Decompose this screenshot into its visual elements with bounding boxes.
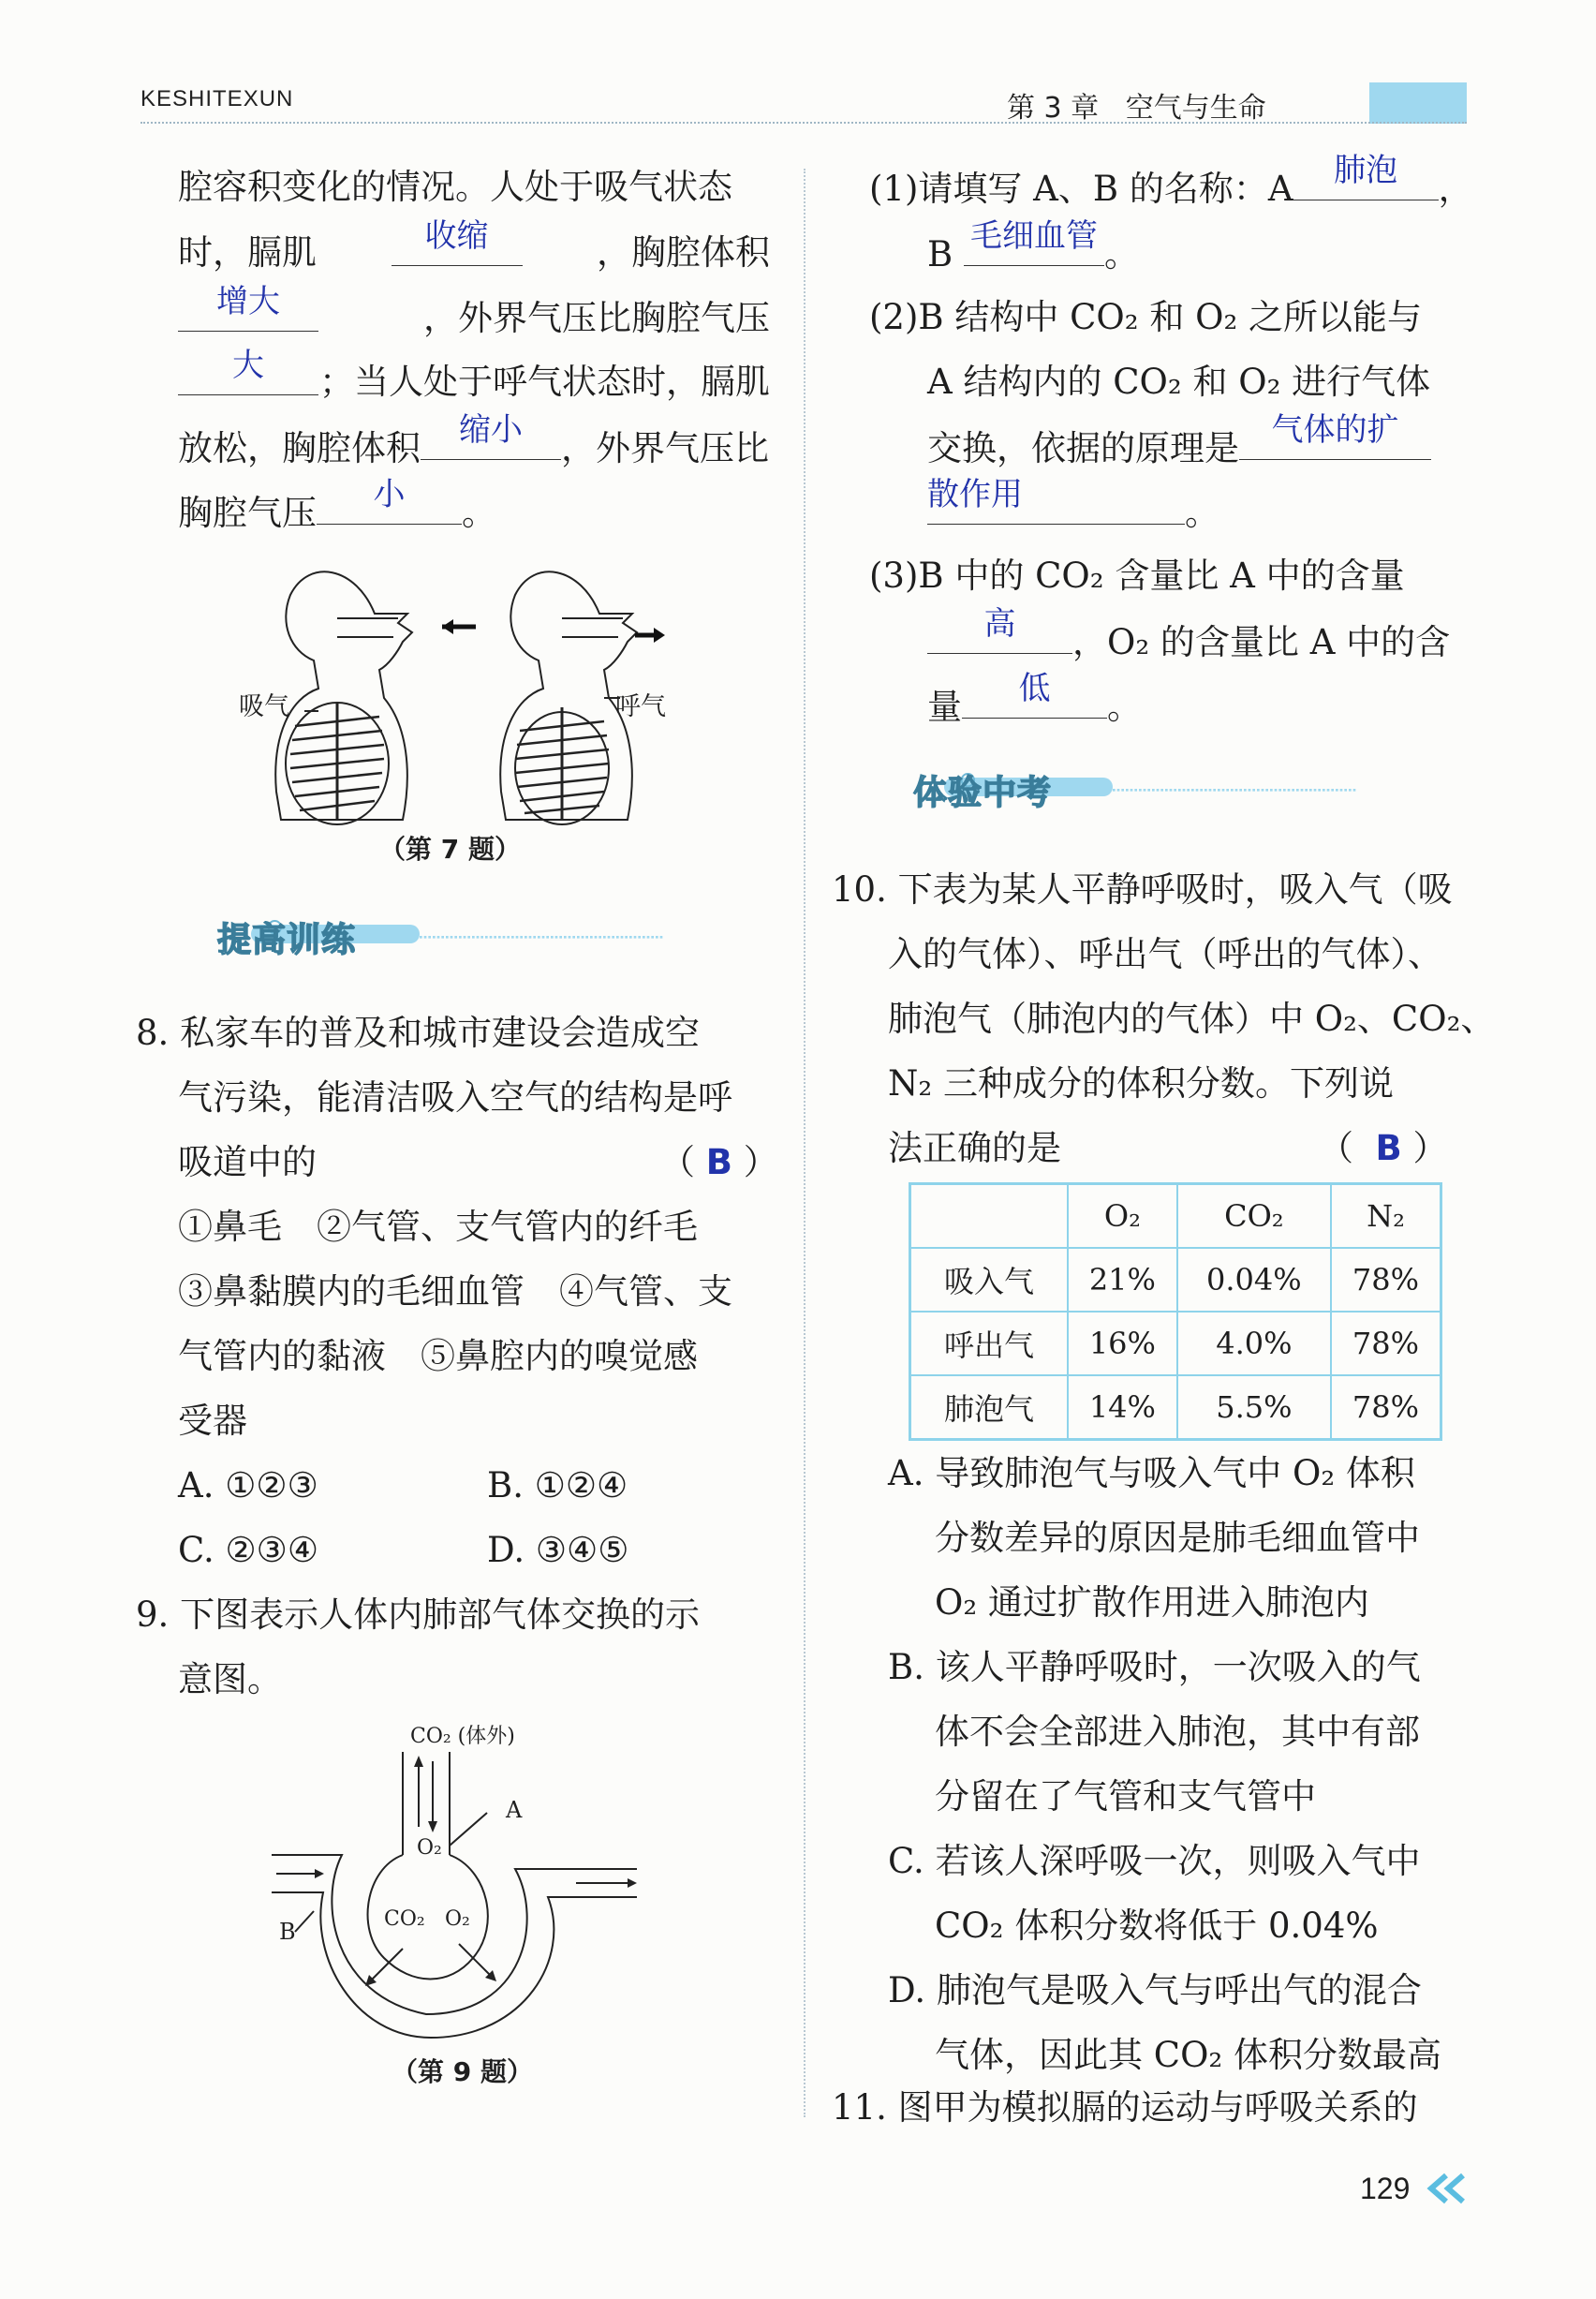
q9-text: ， bbox=[1438, 169, 1473, 209]
section-title-improve: 提高训练 bbox=[217, 921, 357, 959]
label-o2-tube: O₂ bbox=[417, 1836, 442, 1860]
table-row bbox=[910, 1248, 1441, 1312]
alveolus-diagram bbox=[262, 1714, 656, 2052]
q9-sub2-line-3 bbox=[927, 411, 1431, 472]
q7-text: ，外界气压比 bbox=[561, 428, 769, 468]
answer-text: 肺泡 bbox=[1334, 152, 1398, 189]
answer-text: 收缩 bbox=[424, 217, 489, 255]
double-chevron-left-icon bbox=[1426, 2172, 1469, 2205]
label-b: B bbox=[279, 1919, 296, 1945]
answer-blank bbox=[964, 217, 1104, 266]
q8-line-5: ③鼻黏膜内的毛细血管 ④气管、支 bbox=[178, 1271, 732, 1312]
header-divider bbox=[140, 122, 1467, 124]
gas-composition-table bbox=[909, 1182, 1442, 1441]
q9-line-1: 9. 下图表示人体内肺部气体交换的示 bbox=[136, 1594, 701, 1635]
q10-line-3: 肺泡气（肺泡内的气体）中 O₂、CO₂、 bbox=[888, 999, 1496, 1039]
answer-blank bbox=[927, 605, 1072, 654]
figure-9-caption: （第 9 题） bbox=[392, 2056, 533, 2087]
q10-line-2: 入的气体）、呼出气（呼出的气体）、 bbox=[888, 934, 1442, 974]
chapter-title: 空气与生命 bbox=[1125, 92, 1266, 125]
q7-text: 时，膈肌 bbox=[178, 232, 317, 273]
table-cell: 78% bbox=[1331, 1248, 1441, 1312]
q8-line-2: 气污染，能清洁吸入空气的结构是呼 bbox=[178, 1077, 732, 1118]
label-a: A bbox=[506, 1797, 523, 1823]
q7-text: ，外界气压比胸腔气压 bbox=[423, 298, 770, 338]
q8-line-3 bbox=[178, 1139, 778, 1186]
q9-text: 。 bbox=[1107, 687, 1142, 727]
answer-text: 气体的扩 bbox=[1271, 411, 1399, 449]
table-header-cell: N₂ bbox=[1331, 1184, 1441, 1249]
q9-sub3-line-1: (3)B 中的 CO₂ 含量比 A 中的含量 bbox=[869, 556, 1405, 596]
q8-answer: B bbox=[705, 1142, 732, 1182]
q9-sub1-line-2 bbox=[927, 217, 1139, 278]
q9-text: 。 bbox=[1185, 493, 1219, 533]
table-row-header: 吸入气 bbox=[910, 1248, 1069, 1312]
q9-text: ，O₂ 的含量比 A 中的含 bbox=[1072, 622, 1451, 662]
table-cell: 0.04% bbox=[1177, 1248, 1331, 1312]
q7-line-4 bbox=[178, 347, 770, 406]
q9-text: 量 bbox=[927, 687, 962, 727]
header-color-tab bbox=[1369, 82, 1467, 124]
table-row-header: 呼出气 bbox=[910, 1312, 1069, 1375]
q10-answer-paren: （ B ） bbox=[1319, 1128, 1448, 1168]
table-row-header: 肺泡气 bbox=[910, 1375, 1069, 1440]
q10-option-c-2: CO₂ 体积分数将低于 0.04% bbox=[935, 1906, 1379, 1946]
answer-text: 毛细血管 bbox=[969, 217, 1098, 255]
q10-option-b-1: B. 该人平静呼吸时，一次吸入的气 bbox=[888, 1647, 1421, 1687]
table-cell: 4.0% bbox=[1177, 1312, 1331, 1375]
answer-text: 缩小 bbox=[459, 411, 523, 449]
q9-text: (1)请填写 A、B 的名称：A bbox=[869, 169, 1293, 209]
table-header-cell bbox=[910, 1184, 1069, 1249]
answer-text: 高 bbox=[983, 605, 1016, 643]
answer-text: 低 bbox=[1018, 670, 1051, 707]
q10-option-d-1: D. 肺泡气是吸入气与呼出气的混合 bbox=[888, 1970, 1422, 2010]
q10-option-d-2: 气体，因此其 CO₂ 体积分数最高 bbox=[935, 2035, 1441, 2075]
q7-text: ，胸腔体积 bbox=[597, 232, 770, 273]
q10-option-b-2: 体不会全部进入肺泡，其中有部 bbox=[935, 1712, 1420, 1752]
answer-blank bbox=[1239, 411, 1431, 460]
q10-option-b-3: 分留在了气管和支气管中 bbox=[935, 1776, 1316, 1817]
q8-answer-paren: （ B ） bbox=[660, 1142, 778, 1182]
q9-text: 。 bbox=[1103, 234, 1139, 274]
header-publisher: KESHITEXUN bbox=[140, 86, 294, 111]
label-o2-alveolus: O₂ bbox=[445, 1907, 470, 1931]
label-exhale: 呼气 bbox=[615, 692, 666, 721]
q9-sub2-line-2: A 结构内的 CO₂ 和 O₂ 进行气体 bbox=[927, 362, 1431, 402]
label-co2-alveolus: CO₂ bbox=[384, 1907, 425, 1931]
answer-text: 小 bbox=[373, 476, 406, 513]
q8-line-6: 气管内的黏液 ⑤鼻腔内的嗅觉感 bbox=[178, 1336, 698, 1376]
answer-blank bbox=[178, 347, 318, 395]
q8-line-1: 8. 私家车的普及和城市建设会造成空 bbox=[136, 1013, 701, 1053]
q10-option-c-1: C. 若该人深呼吸一次，则吸入气中 bbox=[888, 1841, 1421, 1881]
answer-blank bbox=[392, 217, 523, 266]
table-cell: 16% bbox=[1068, 1312, 1177, 1375]
table-cell: 5.5% bbox=[1177, 1375, 1331, 1440]
answer-text: 散作用 bbox=[927, 476, 1023, 513]
q9-line-2: 意图。 bbox=[178, 1659, 282, 1699]
section-title-exam: 体验中考 bbox=[913, 774, 1053, 812]
q10-line-5 bbox=[888, 1125, 1467, 1172]
q7-text: 胸腔气压 bbox=[178, 493, 317, 533]
q9-sub2-line-1: (2)B 结构中 CO₂ 和 O₂ 之所以能与 bbox=[869, 297, 1423, 337]
q8-option-c: C. ②③④ bbox=[178, 1530, 319, 1570]
answer-blank bbox=[1293, 152, 1439, 200]
q8-text: 吸道中的 bbox=[178, 1142, 317, 1182]
table-header-cell: O₂ bbox=[1068, 1184, 1177, 1249]
answer-blank bbox=[178, 283, 318, 332]
header-chapter bbox=[1007, 84, 1266, 126]
q8-line-4: ①鼻毛 ②气管、支气管内的纤毛 bbox=[178, 1207, 698, 1247]
chapter-number: 第 3 章 bbox=[1007, 92, 1100, 125]
figure-7-caption: （第 7 题） bbox=[379, 834, 521, 865]
q8-line-7: 受器 bbox=[178, 1401, 247, 1441]
q10-line-4: N₂ 三种成分的体积分数。下列说 bbox=[888, 1063, 1394, 1104]
q7-line-2 bbox=[178, 217, 770, 276]
q9-text: B bbox=[927, 234, 953, 274]
q8-option-d: D. ③④⑤ bbox=[487, 1530, 629, 1570]
answer-text: 大 bbox=[232, 347, 264, 384]
q7-text: 放松，胸腔体积 bbox=[178, 428, 421, 468]
q8-option-a: A. ①②③ bbox=[178, 1465, 318, 1505]
table-cell: 78% bbox=[1331, 1375, 1441, 1440]
q7-text: 。 bbox=[462, 493, 496, 533]
q7-line-6 bbox=[178, 476, 496, 537]
q9-sub1-line-1 bbox=[869, 152, 1473, 213]
answer-text: 增大 bbox=[216, 283, 280, 320]
q10-option-a-1: A. 导致肺泡气与吸入气中 O₂ 体积 bbox=[888, 1453, 1415, 1493]
q10-option-a-2: 分数差异的原因是肺毛细血管中 bbox=[935, 1518, 1420, 1558]
q10-answer: B bbox=[1375, 1128, 1402, 1168]
label-co2-outside: CO₂ (体外) bbox=[410, 1725, 515, 1748]
answer-blank bbox=[317, 476, 462, 525]
table-cell: 78% bbox=[1331, 1312, 1441, 1375]
q9-sub2-line-4 bbox=[927, 476, 1219, 537]
q10-line-1: 10. 下表为某人平静呼吸时，吸入气（吸 bbox=[832, 869, 1453, 910]
q9-text: 交换，依据的原理是 bbox=[927, 428, 1239, 468]
q11-line-1: 11. 图甲为模拟膈的运动与呼吸关系的 bbox=[832, 2087, 1418, 2128]
answer-blank bbox=[421, 411, 561, 460]
q7-line-1: 腔容积变化的情况。人处于吸气状态 bbox=[178, 167, 732, 207]
q7-line-3 bbox=[178, 283, 770, 342]
table-cell: 21% bbox=[1068, 1248, 1177, 1312]
q9-sub3-line-2 bbox=[927, 605, 1451, 666]
q7-line-5 bbox=[178, 411, 769, 472]
q7-text: ；当人处于呼气状态时，膈肌 bbox=[319, 362, 770, 402]
answer-blank bbox=[927, 476, 1185, 525]
q8-option-b: B. ①②④ bbox=[487, 1465, 628, 1505]
q10-option-a-3: O₂ 通过扩散作用进入肺泡内 bbox=[935, 1582, 1369, 1623]
table-header-row bbox=[910, 1184, 1441, 1249]
q10-text: 法正确的是 bbox=[888, 1128, 1061, 1168]
q9-sub3-line-3 bbox=[927, 670, 1142, 731]
table-row bbox=[910, 1312, 1441, 1375]
label-inhale: 吸气 bbox=[239, 692, 289, 721]
table-cell: 14% bbox=[1068, 1375, 1177, 1440]
table-row bbox=[910, 1375, 1441, 1440]
answer-blank bbox=[962, 670, 1107, 719]
table-header-cell: CO₂ bbox=[1177, 1184, 1331, 1249]
column-divider bbox=[804, 169, 805, 2117]
page-number: 129 bbox=[1360, 2172, 1411, 2205]
